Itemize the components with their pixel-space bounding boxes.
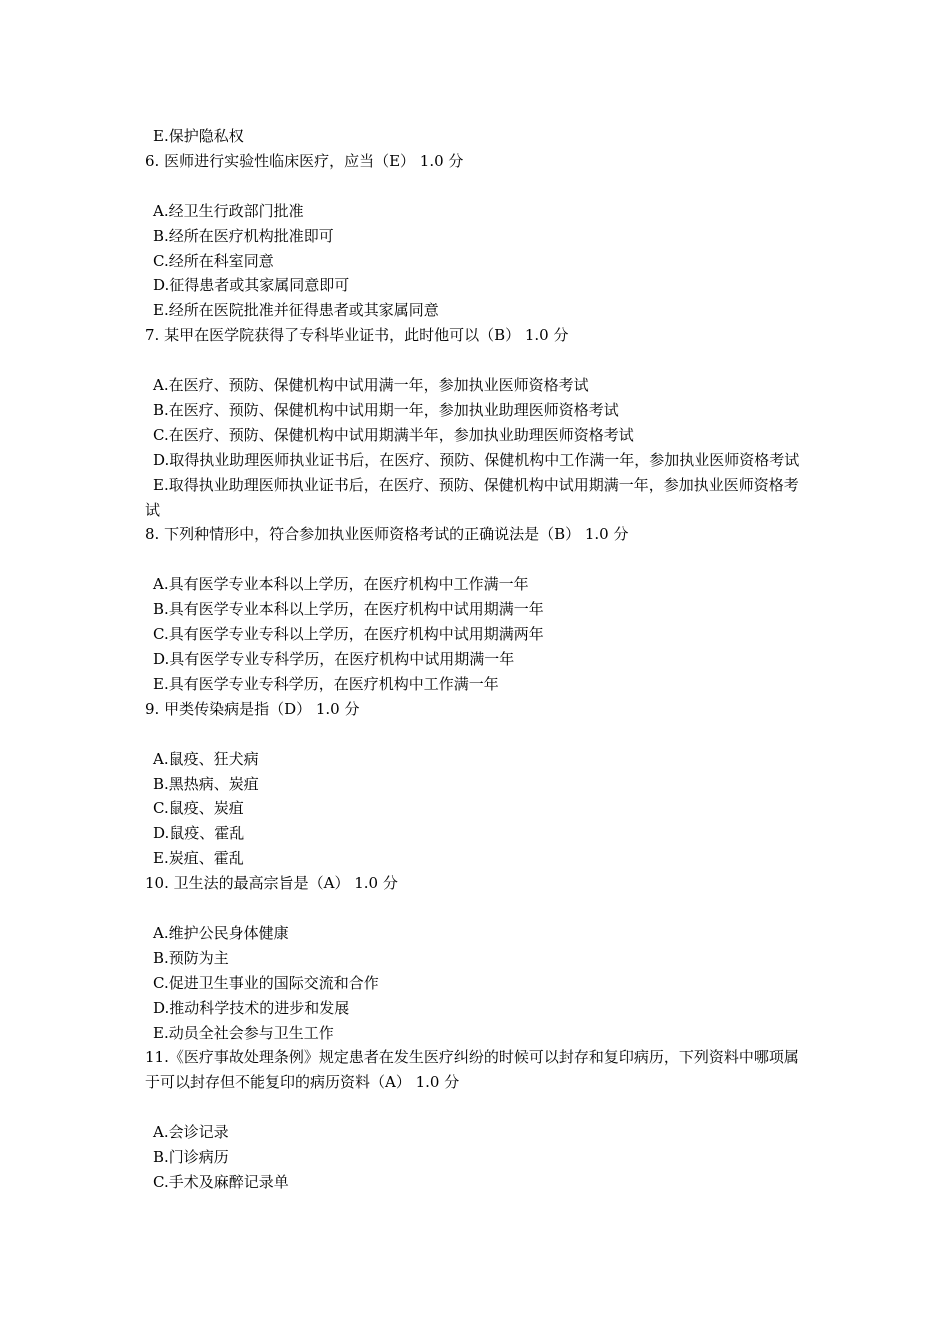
answer-option: A.维护公民身体健康 — [153, 923, 289, 942]
answer-option: C.手术及麻醉记录单 — [153, 1172, 289, 1191]
answer-option: C.鼠疫、炭疽 — [153, 799, 244, 818]
answer-option: B.具有医学专业本科以上学历，在医疗机构中试用期满一年 — [153, 600, 544, 619]
question-text: 6. 医师进行实验性临床医疗，应当（E） 1.0 分 — [145, 151, 464, 170]
answer-option: D.推动科学技术的进步和发展 — [153, 998, 350, 1017]
answer-option: B.经所在医疗机构批准即可 — [153, 226, 334, 245]
answer-option: E.保护隐私权 — [153, 127, 244, 145]
question-text: 10. 卫生法的最高宗旨是（A） 1.0 分 — [145, 874, 398, 893]
answer-option: E.具有医学专业专科学历，在医疗机构中工作满一年 — [153, 674, 499, 693]
question-text: 9. 甲类传染病是指（D） 1.0 分 — [145, 699, 360, 718]
answer-option: E.炭疽、霍乱 — [153, 849, 244, 868]
answer-option: A.具有医学专业本科以上学历，在医疗机构中工作满一年 — [153, 575, 529, 594]
blank-line — [145, 1095, 813, 1120]
blank-line — [145, 174, 813, 199]
answer-option: A.鼠疫、狂犬病 — [153, 749, 259, 768]
answer-option: C.在医疗、预防、保健机构中试用期满半年，参加执业助理医师资格考试 — [153, 425, 634, 444]
question-text: 7. 某甲在医学院获得了专科毕业证书，此时他可以（B） 1.0 分 — [145, 326, 569, 345]
blank-line — [145, 896, 813, 921]
answer-option: B.在医疗、预防、保健机构中试用期一年，参加执业助理医师资格考试 — [153, 400, 619, 419]
answer-option: B.门诊病历 — [153, 1148, 229, 1167]
blank-line — [145, 547, 813, 572]
answer-option: A.会诊记录 — [153, 1123, 229, 1142]
answer-option: B.预防为主 — [153, 948, 229, 967]
answer-option: C.经所在科室同意 — [153, 251, 274, 270]
blank-line — [145, 722, 813, 747]
answer-option: E.动员全社会参与卫生工作 — [153, 1023, 334, 1042]
answer-option: A.经卫生行政部门批准 — [153, 201, 304, 220]
exam-content — [145, 124, 813, 1195]
answer-option: B.黑热病、炭疽 — [153, 774, 259, 793]
question-text: 11.《医疗事故处理条例》规定患者在发生医疗纠纷的时候可以封存和复印病历，下列资料中哪项属于可以封存但不能复印的病历资料（A） 1.0 分 — [145, 1048, 799, 1092]
blank-line — [145, 348, 813, 373]
question-text: 8. 下列种情形中，符合参加执业医师资格考试的正确说法是（B） 1.0 分 — [145, 525, 629, 544]
answer-option: A.在医疗、预防、保健机构中试用满一年，参加执业医师资格考试 — [153, 376, 589, 395]
answer-option: C.促进卫生事业的国际交流和合作 — [153, 973, 379, 992]
answer-option: D.取得执业助理医师执业证书后，在医疗、预防、保健机构中工作满一年，参加执业医师资格考试 — [153, 450, 800, 469]
answer-option: C.具有医学专业专科以上学历，在医疗机构中试用期满两年 — [153, 625, 544, 644]
answer-option: D.具有医学专业专科学历，在医疗机构中试用期满一年 — [153, 649, 515, 668]
answer-option: E.取得执业助理医师执业证书后，在医疗、预防、保健机构中试用期满一年，参加执业医师资格考试 — [145, 475, 799, 519]
answer-option: D.征得患者或其家属同意即可 — [153, 276, 350, 295]
answer-option: E.经所在医院批准并征得患者或其家属同意 — [153, 301, 439, 320]
answer-option: D.鼠疫、霍乱 — [153, 824, 245, 843]
